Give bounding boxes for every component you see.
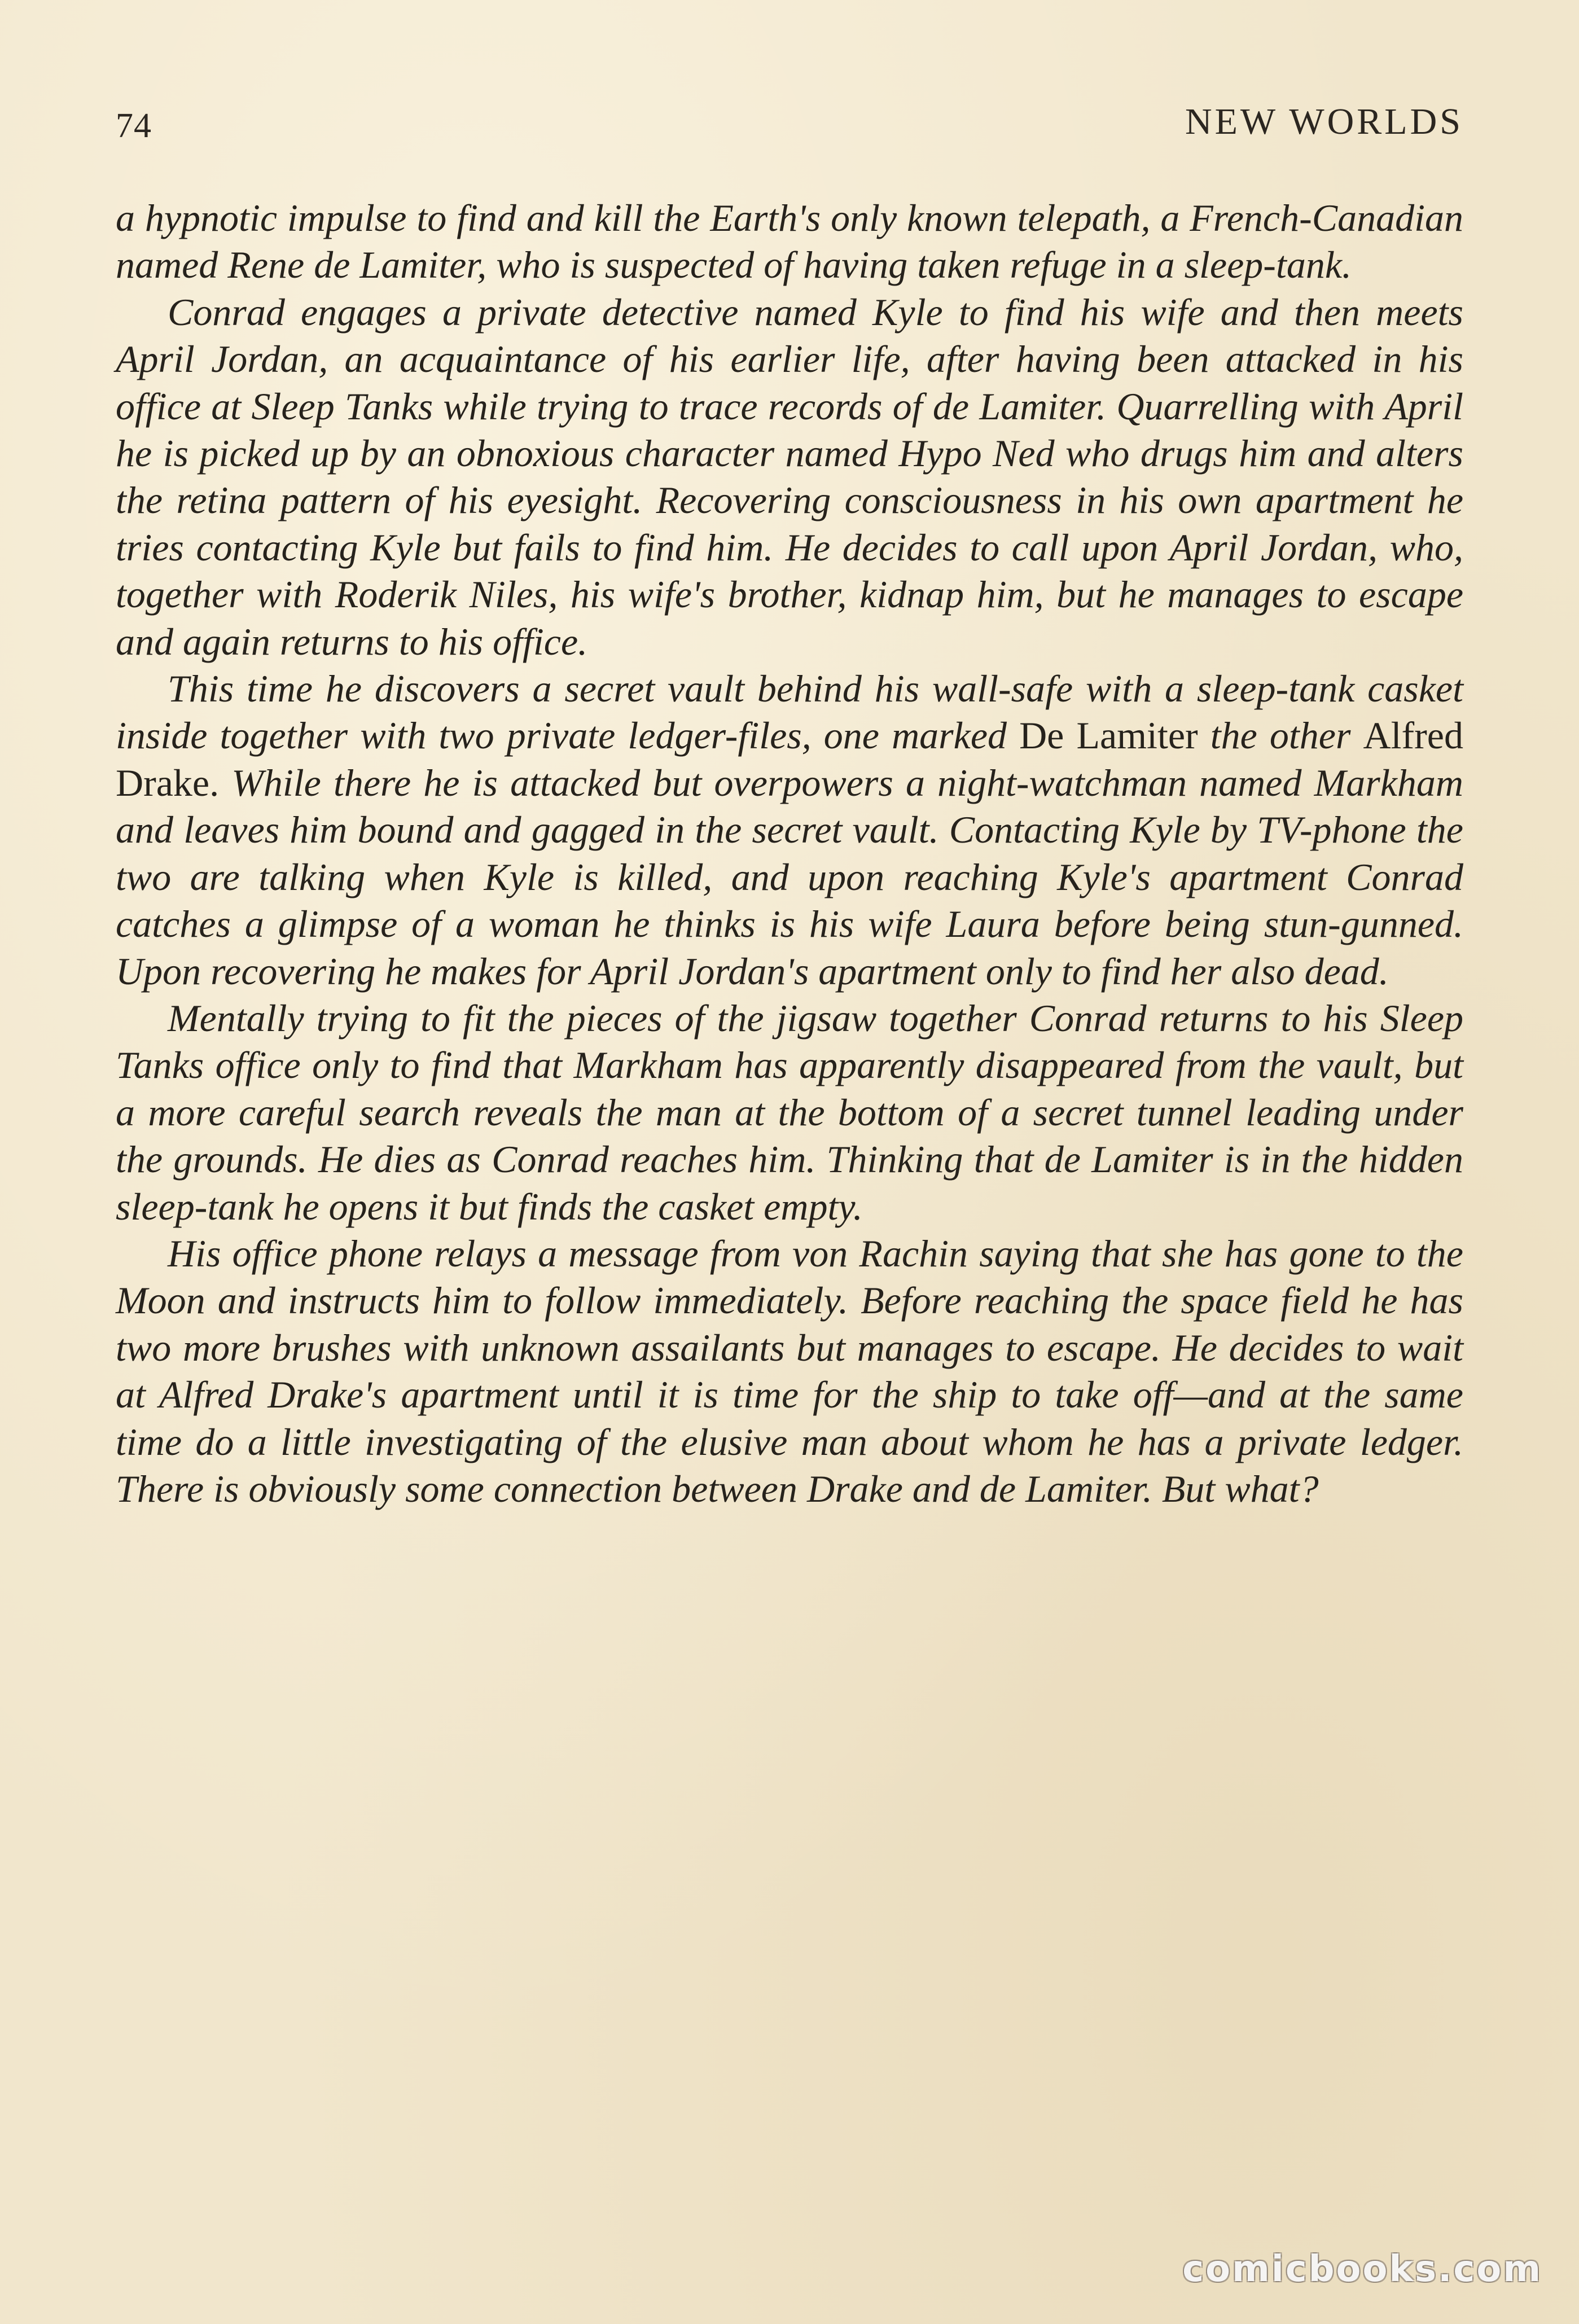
paragraph-1: a hypnotic impulse to find and kill the Earth's only known telepath, a French-Canadian named Rene de Lamiter, who is suspected of having taken refuge in a sleep-tank. xyxy=(116,196,1463,287)
paragraph-3-text-b: the other xyxy=(1198,714,1363,757)
watermark-logo: comicbooks.com xyxy=(1182,2248,1542,2290)
page-number: 74 xyxy=(116,107,152,145)
running-head-title: NEW WORLDS xyxy=(1185,101,1463,142)
synopsis-text xyxy=(116,195,1463,1512)
page-header xyxy=(116,100,1463,151)
ledger-name-alfred-drake: Alfred Drake. xyxy=(116,714,1463,804)
ledger-name-de-lamiter: De Lamiter xyxy=(1019,714,1198,757)
paragraph-2: Conrad engages a private detective named Kyle to find his wife and then meets April Jordan, an acquaintance of his earlier life, after having been attacked in his office at Sleep Tanks while trying to trace records of de Lamiter. Quarrelling with April he is picked up by an obnoxious character named Hypo Ned who drugs him and alters the retina pattern of his eyesight. Recovering consciousness in his own apartment he tries contacting Kyle but fails to find him. He decides to call upon April Jordan, who, together with Roderik Niles, his wife's brother, kidnap him, but he manages to escape and again returns to his office. xyxy=(116,290,1463,663)
paragraph-3-text-c: While there he is attacked but overpowers a night-watchman named Markham and leaves him bound and gagged in the secret vault. Contacting Kyle by TV-phone the two are talking when Kyle is killed, and upon reaching Kyle's apartment Conrad catches a glimpse of a woman he thinks is his wife Laura before being stun-gunned. Upon recovering he makes for April Jordan's apartment only to find her also dead. xyxy=(116,761,1463,993)
paragraph-4: Mentally trying to fit the pieces of the jigsaw together Conrad returns to his Sleep Tanks office only to find that Markham has apparently disappeared from the vault, but a more careful search reveals the man at the bottom of a secret tunnel leading under the grounds. He dies as Conrad reaches him. Thinking that de Lamiter is in the hidden sleep-tank he opens it but finds the casket empty. xyxy=(116,996,1463,1228)
paragraph-3-text-a: This time he discovers a secret vault behind his wall-safe with a sleep-tank casket inside together with two private ledger-files, one marked xyxy=(116,667,1463,757)
paragraph-3 xyxy=(116,665,1463,995)
paragraph-5: His office phone relays a message from von Rachin saying that she has gone to the Moon and instructs him to follow immediately. Before reaching the space field he has two more brushes with unknown assailants but manages to escape. He decides to wait at Alfred Drake's apartment until it is time for the ship to take off—and at the same time do a little investigating of the elusive man about whom he has a private ledger. There is obviously some connection between Drake and de Lamiter. But what? xyxy=(116,1231,1463,1510)
